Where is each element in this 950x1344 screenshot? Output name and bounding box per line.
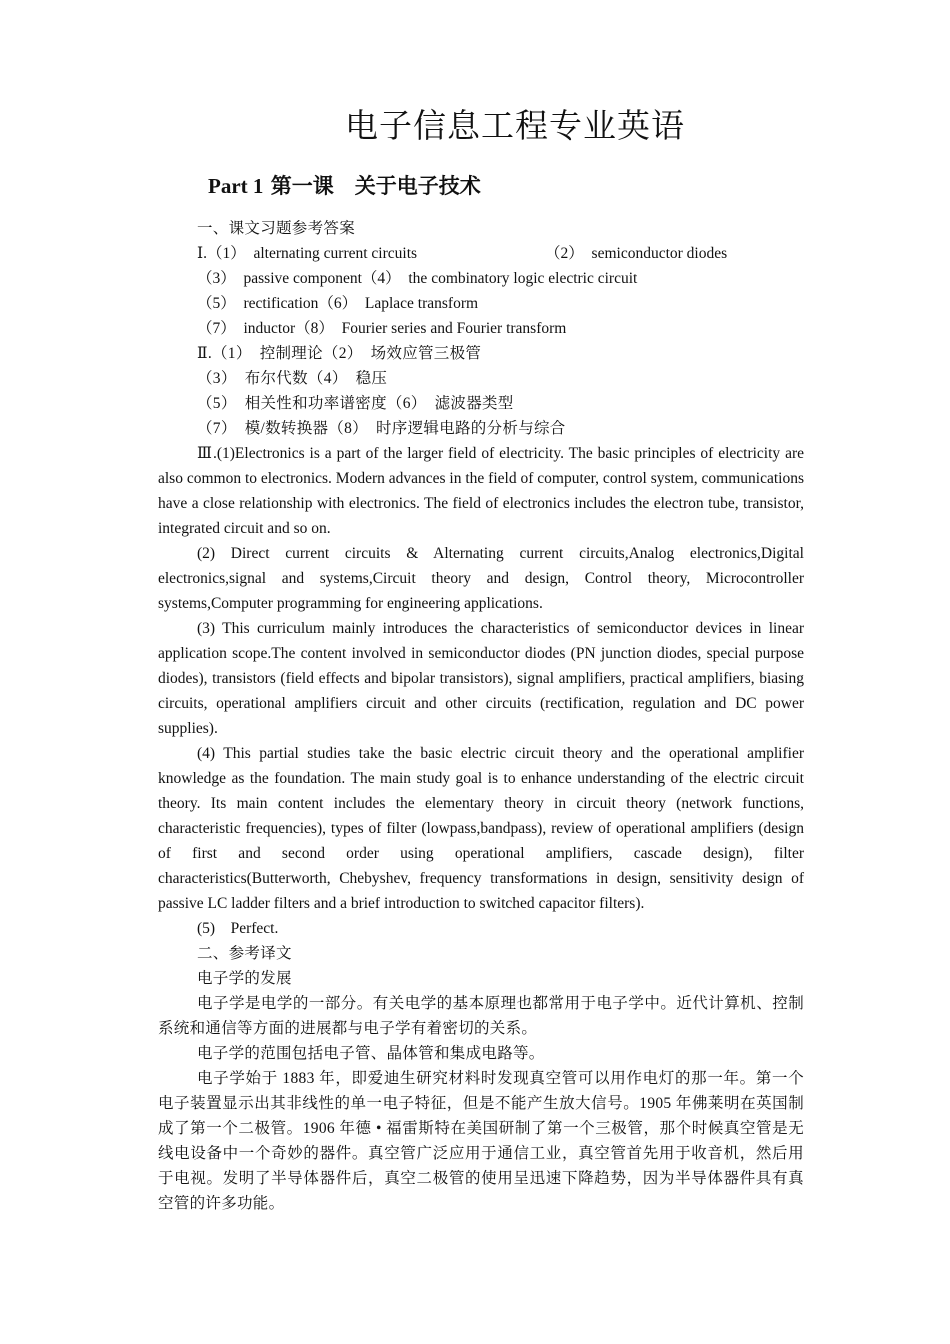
page-title: 电子信息工程专业英语	[345, 106, 685, 145]
document-body	[158, 216, 804, 1216]
part-heading	[208, 170, 481, 200]
answer-iii-1: Ⅲ.(1)Electronics is a part of the larger field of electricity. The basic principles of electricity are also common to electronics. Modern advances in the field of computer, control system, communications have a close relationship with electronics. The field of electronics includes the electron tube, transistor, integrated circuit and so on.	[158, 445, 804, 537]
answers-ii-line-3: （5） 相关性和功率谱密度（6） 滤波器类型	[197, 395, 514, 412]
answers-ii-line-1: Ⅱ.（1） 控制理论（2） 场效应管三极管	[197, 345, 482, 362]
answer-i-1: Ⅰ.（1） alternating current circuits	[197, 245, 418, 262]
translation-paragraph-3: 电子学始于 1883 年，即爱迪生研究材料时发现真空管可以用作电灯的那一年。第一个电子装置显示出其非线性的单一电子特征，但是不能产生放大信号。1905 年佛莱明在英国制成了第一个二极管。1906 年德 • 福雷斯特在美国研制了第一个三极管，那个时候真空管是无线电设备中一个奇妙的器件。真空管广泛应用于通信工业，真空管首先用于收音机，然后用于电视。发明了半导体器件后，真空二极管的使用呈迅速下降趋势，因为半导体器件具有真空管的许多功能。	[158, 1070, 804, 1212]
section-heading-answers: 一、课文习题参考答案	[197, 220, 356, 237]
answers-i-line-3: （5） rectification（6） Laplace transform	[197, 295, 479, 312]
answer-iii-3: (3) This curriculum mainly introduces the characteristics of semiconductor devices in linear application scope.The content involved in semiconductor diodes (PN junction diodes, special purpose diodes), transistors (field effects and bipolar transistors), signal amplifiers, practical amplifiers, biasing circuits, operational amplifiers circuit and other circuits (rectification, regulation and DC power supplies).	[158, 620, 804, 737]
section-heading-translation: 二、参考译文	[197, 945, 292, 962]
answer-iii-4: (4) This partial studies take the basic electric circuit theory and the operational amplifier knowledge as the foundation. The main study goal is to enhance understanding of the electric circuit theory. Its main content includes the elementary theory in circuit theory (network functions, characteristic frequencies), types of filter (lowpass,bandpass), review of operational amplifiers (design of first and second order using operational amplifiers, cascade design), filter characteristics(Butterworth, Chebyshev, frequency transformations in design, sensitivity design of passive LC ladder filters and a brief introduction to switched capacitor filters).	[158, 745, 804, 912]
answers-i-line-2: （3） passive component（4） the combinatory logic electric circuit	[197, 270, 638, 287]
answers-ii-line-4: （7） 模/数转换器（8） 时序逻辑电路的分析与综合	[197, 420, 566, 437]
answer-iii-2: (2) Direct current circuits & Alternating current circuits,Analog electronics,Digital electronics,signal and systems,Circuit theory and design, Control theory, Microcontroller systems,Computer programming for engineering applications.	[158, 545, 804, 612]
translation-paragraph-2: 电子学的范围包括电子管、晶体管和集成电路等。	[197, 1045, 545, 1062]
part-subtitle: 第一课 关于电子技术	[263, 173, 481, 198]
answer-i-2: （2） semiconductor diodes	[545, 245, 728, 262]
part-number: Part 1	[208, 174, 264, 198]
translation-paragraph-1: 电子学是电学的一部分。有关电学的基本原理也都常用于电子学中。近代计算机、控制系统和通信等方面的进展都与电子学有着密切的关系。	[158, 995, 804, 1037]
answers-i-line-4: （7） inductor（8） Fourier series and Fourier transform	[197, 320, 567, 337]
answer-iii-5: (5) Perfect.	[197, 920, 279, 937]
answers-ii-line-2: （3） 布尔代数（4） 稳压	[197, 370, 388, 387]
answers-i-line-1	[158, 241, 804, 266]
translation-heading: 电子学的发展	[197, 970, 292, 987]
